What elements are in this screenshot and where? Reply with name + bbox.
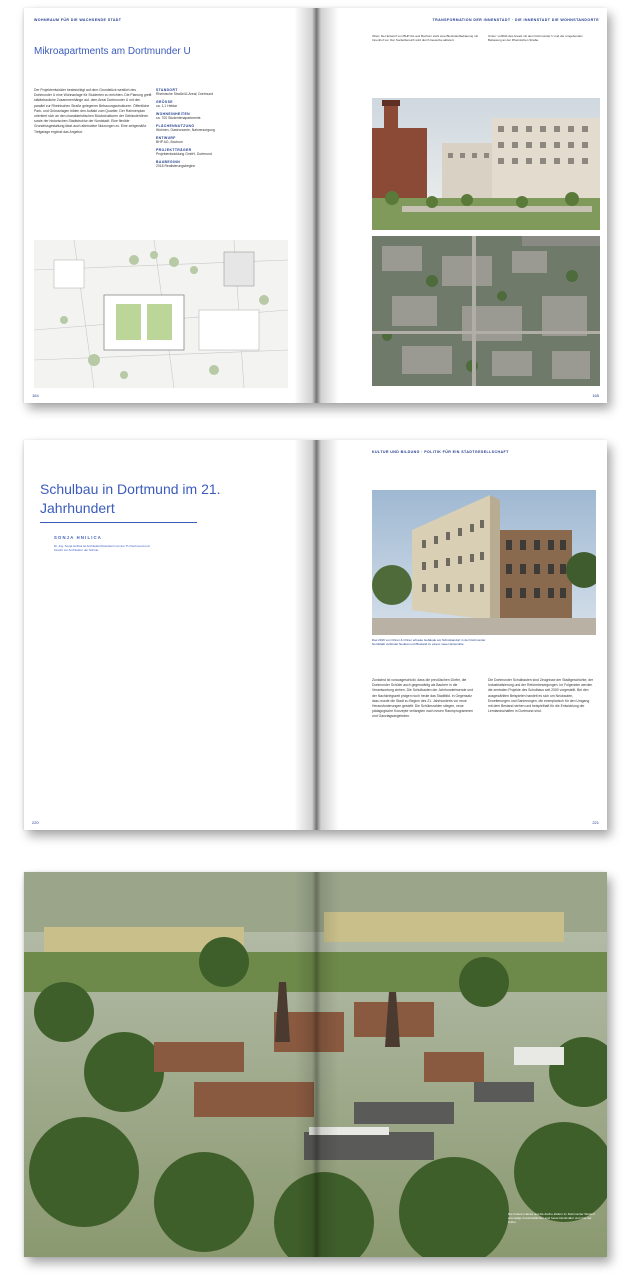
fact-item: BAUBEGINN 2018 Realisierungsbeginn	[156, 160, 196, 168]
fact-item: FLÄCHENNUTZUNG Wohnen, Gastronomie, Nahversorgung	[156, 124, 215, 132]
architectural-rendering	[372, 98, 600, 230]
school-building-photo	[372, 490, 596, 635]
photo-caption: Das 2016 von Ortner & Ortner erbaute Gebäude am Schulstandort in der Dortmunder Nordstadt verbindet Neubau und Bestand zu einem neuen Ensemble.	[372, 638, 486, 647]
body-text: Der Projektentwickler beabsichtigt auf dem Grundstück westlich des Dortmunder U eine Wohnanlage für Studenten zu errichten. Die Planung greift städtebauliche Zusammenhänge auf, dem Areal Dortmunder U mit den parallel zur Rheinischen Straße gelegenen Bebauungsstrukturen. Öffentliche Park- und Grünanlagen bilden den Auftakt zum Quartier. Der Rahmenplan orientiert sich an den charakteristischen Blockstrukturen der Gebäudehöhen sowie der historischen Stadtstruktur der Nordstadt. Eine flexible Grundrissgestaltung lässt auch alternative Nutzungen zu. Eine zeitgemäße Tiefgarage ergänzt das Angebot.	[34, 88, 152, 134]
page-right	[318, 440, 607, 830]
caption-top-left: Oben: Der Entwurf von BHP AG aus Bochum sieht eine Blockrandbebauung mit Innenhof vor. Der Sockelbereich wird durch Gewerbe aktiviert.	[372, 34, 479, 43]
article-column-2: Die Dortmunder Schulbauten sind Zeugnisse der Stadtgeschichte, der Industrialisierung und der Reformbewegungen. Im Folgenden werden die zentralen Projekte des Schulbaus seit 2000 vorgestellt. Bei den ausgewählten Beispielen handelt es sich um Neubauten, Erweiterungen und Sanierungen, die exemplarisch für den Umgang mit dem Bestand stehen und beispielhaft für die Entwicklung der Lernlandschaften in Dortmund sind.	[488, 678, 594, 714]
photo-caption: Die Kokerei Hansa und die Zeche Zollern im Dortmunder Westen: ehemalige Industrieflächen sind heute Denkmäler und Orte der Kultur.	[508, 1212, 596, 1225]
caption-top-right: Unten: Luftbild des Areals mit dem Dortmunder U und der umgebenden Bebauung an der Rheinischen Straße.	[488, 34, 583, 43]
running-head: WOHNRAUM FÜR DIE WACHSENDE STADT	[34, 18, 122, 22]
folio-right: 165	[592, 393, 599, 398]
spread-schulbau	[24, 440, 607, 830]
fact-item: STANDORT Rheinische Straße/U-Areal, Dortmund	[156, 88, 214, 96]
spread-aerial	[24, 872, 607, 1257]
fact-item: GRÖSSE ca. 1,1 Hektar	[156, 100, 178, 108]
spread-mikroapartments	[24, 8, 607, 403]
fact-item: WOHNEINHEITEN ca. 700 Studentenapartments	[156, 112, 201, 120]
author-bio: Dr.-Ing. Sonja Hnilica ist Architekturhistorikerin an der TU Dortmund und forscht zur Architektur der Schule.	[54, 544, 150, 553]
aerial-photo	[372, 236, 600, 386]
fact-item: ENTWURF BHP AG, Bochum	[156, 136, 183, 144]
title-rule	[40, 522, 197, 523]
article-column-1: Zunächst ist vorausgeschickt, dass die preußischen Dörfer, die Dortmunder Schüler auch gegenwärtig als Bauherr in die Verantwortung ziehen. Die Schulbauten der Jahrhundertwende und der Nachkriegszeit prägen noch heute das Stadtbild. In Gegensatz dazu wurde die Stadt zu Beginn des 21. Jahrhunderts vor neue Herausforderungen gestellt: Die Schülerzahlen stiegen, neue pädagogische Konzepte verlangten nach neuen Raumprogrammen und Ganztagsangeboten.	[372, 678, 474, 719]
folio-right: 221	[592, 820, 599, 825]
page-left	[24, 8, 313, 403]
folio-left: 164	[32, 393, 39, 398]
author-name: SONJA HNILICA	[54, 535, 103, 540]
page-right	[318, 8, 607, 403]
page-left	[24, 440, 313, 830]
page-title: Mikroapartments am Dortmunder U	[34, 46, 191, 57]
running-head: KULTUR UND BILDUNG · POLITIK FÜR EIN STADTGESELLSCHAFT	[372, 450, 509, 454]
page-title: Schulbau in Dortmund im 21. Jahrhundert	[40, 481, 221, 516]
running-head: TRANSFORMATION DER INNENSTADT · DIE INNENSTADT DIE WOHNSTANDORTE	[432, 18, 599, 22]
folio-left: 220	[32, 820, 39, 825]
facts-column	[156, 88, 286, 172]
aerial-landscape-photo	[24, 872, 607, 1257]
site-plan	[34, 240, 288, 388]
fact-item: PROJEKTTRÄGER Projektentwicklung GmbH, Dortmund	[156, 148, 212, 156]
